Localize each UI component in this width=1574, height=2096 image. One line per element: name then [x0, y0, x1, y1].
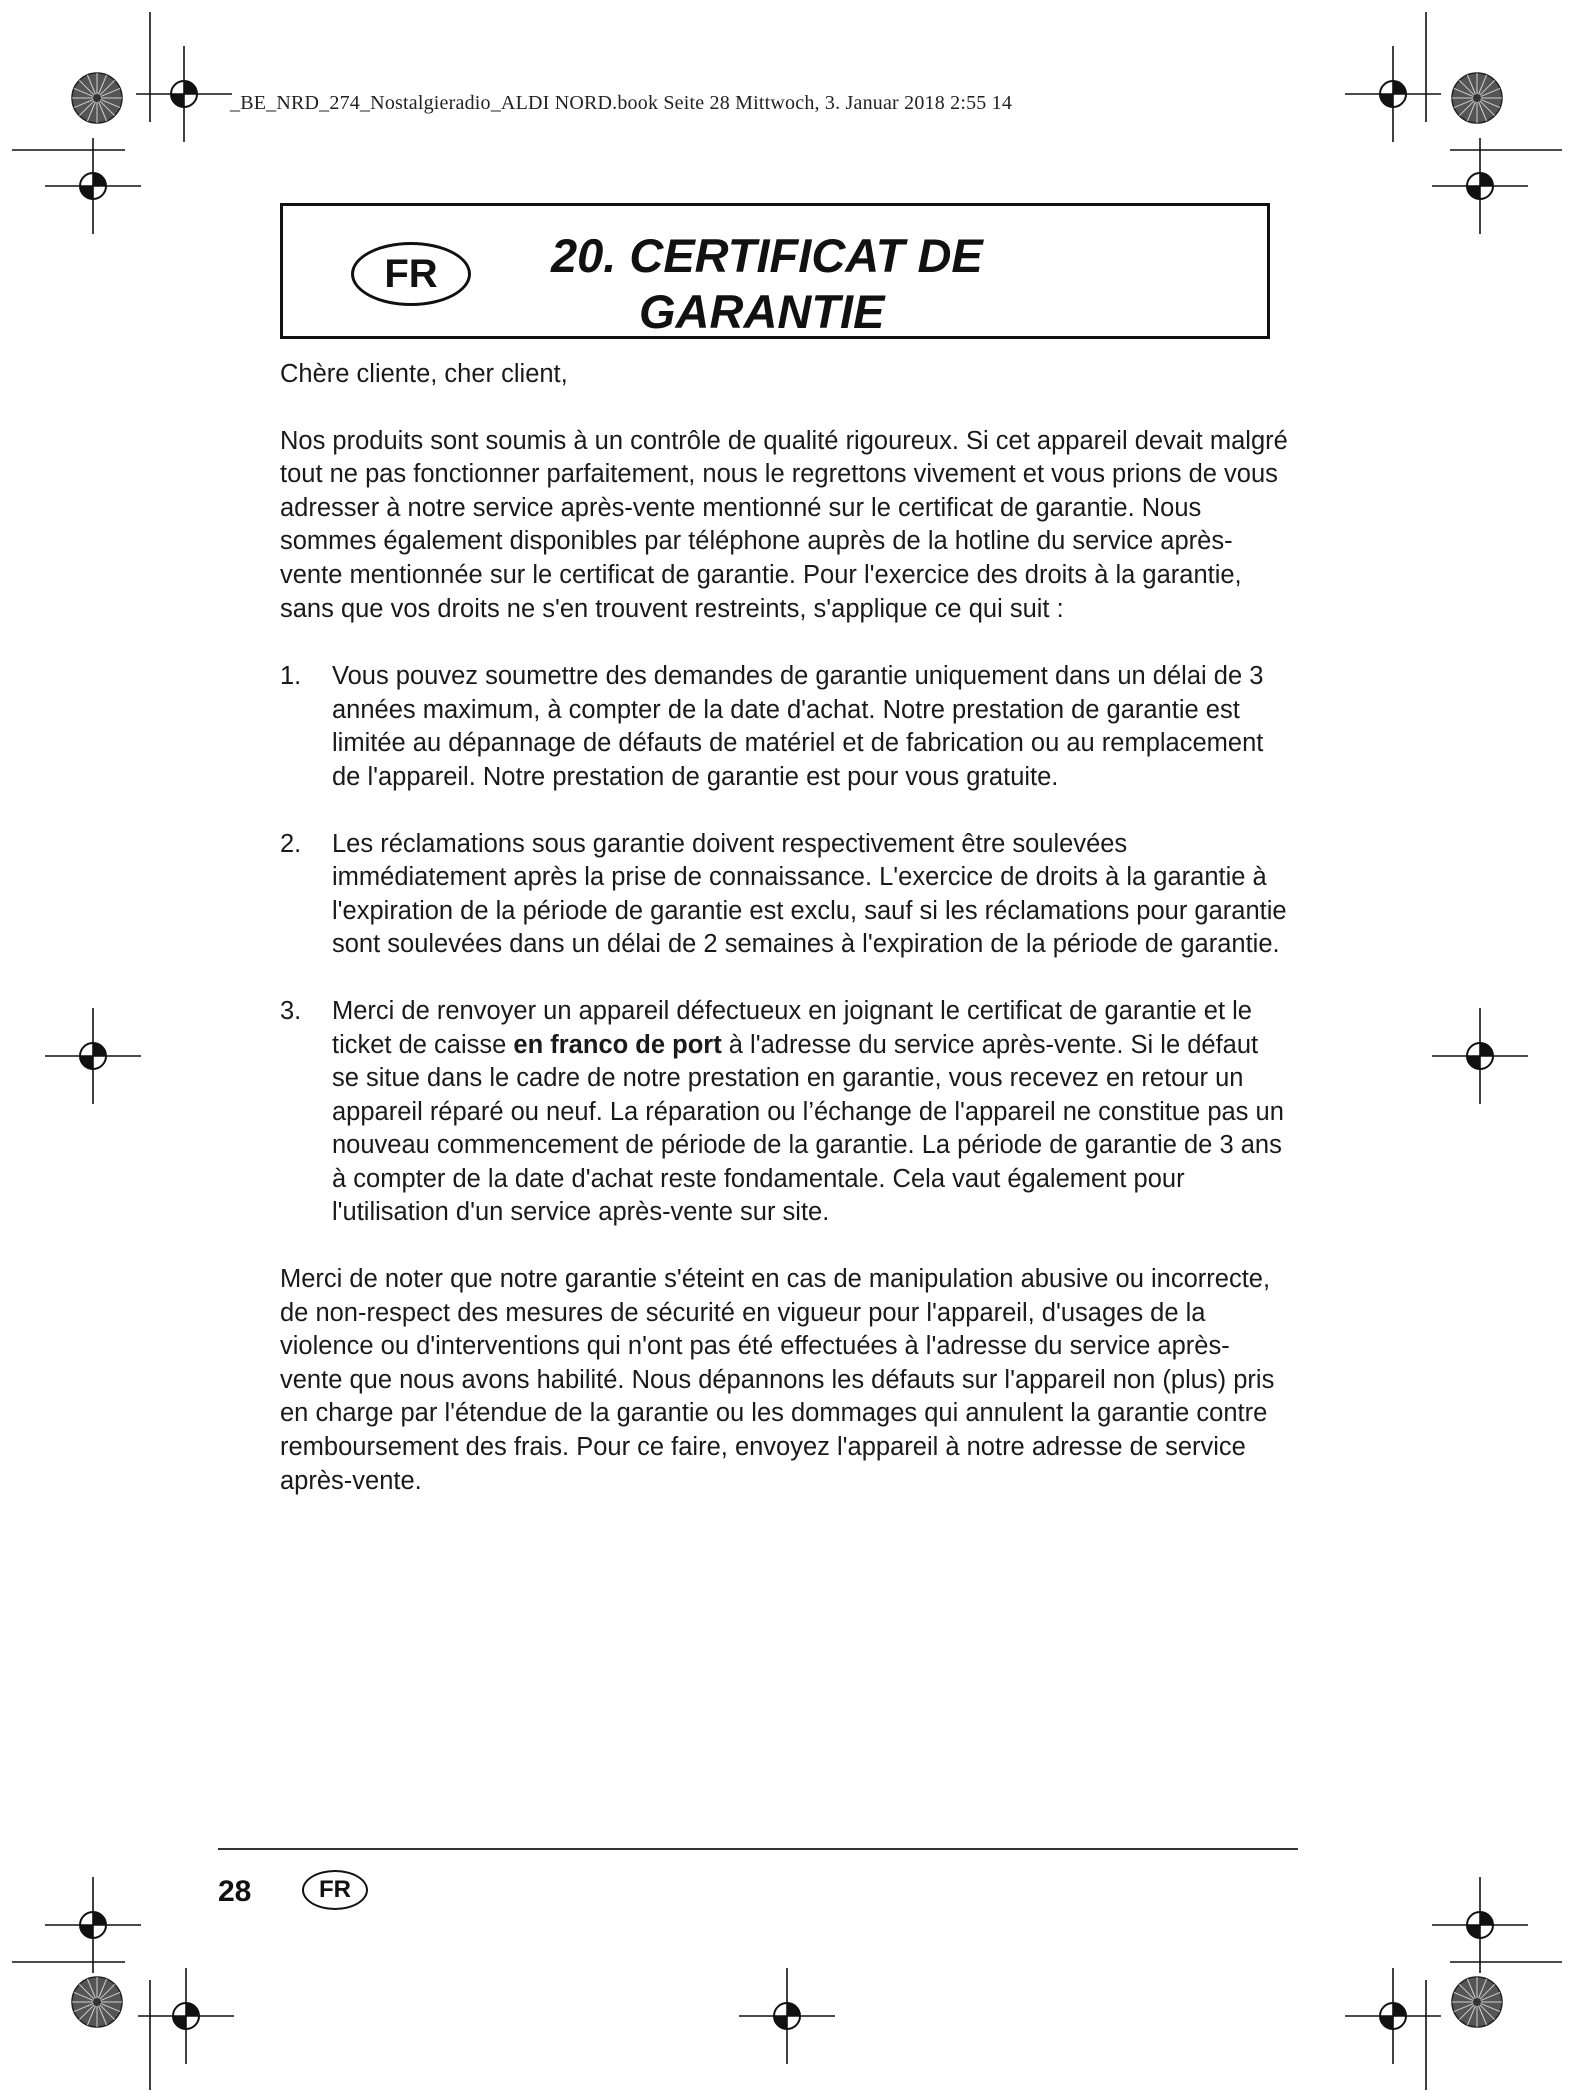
- registration-mark: [1432, 138, 1528, 234]
- registration-mark: [45, 1877, 141, 1973]
- warranty-conditions-list: [280, 660, 1290, 1230]
- page-number: 28: [218, 1875, 252, 1908]
- emphasis-text: en franco de port: [513, 1030, 722, 1059]
- greeting: Chère cliente, cher client,: [280, 360, 568, 388]
- registration-mark: [45, 1008, 141, 1104]
- star-target-top-right: [1452, 73, 1502, 123]
- list-item-text-part: Merci de renvoyer un appareil défectueux en joignant le certificat de garantie et le ticket de caisse: [332, 996, 1252, 1059]
- list-item: [280, 660, 1290, 794]
- title-line-1: 20. CERTIFICAT DE: [551, 229, 983, 282]
- registration-mark: [739, 1968, 835, 2064]
- list-item-text: Les réclamations sous garantie doivent respectivement être soulevées immédiatement après la prise de connaissance. L'exercice de droits à la garantie à l'expiration de la période de garantie est exclu, sauf si les réclamations pour garantie sont soulevées dans un délai de 2 semaines à l'expiration de la période de garantie.: [332, 829, 1287, 959]
- registration-mark: [1432, 1008, 1528, 1104]
- list-item-number: 1.: [280, 662, 302, 691]
- list-item-text: Vous pouvez soumettre des demandes de garantie uniquement dans un délai de 3 années maximum, à compter de la date d'achat. Notre prestation de garantie est limitée au dépannage de défauts de matériel et de fabrication ou au remplacement de l'appareil. Notre prestation de garantie est pour vous gratuite.: [332, 662, 1264, 791]
- language-badge: FR: [351, 242, 471, 306]
- star-target-bottom-left: [72, 1977, 122, 2027]
- section-title: [551, 228, 1111, 340]
- print-header: _BE_NRD_274_Nostalgieradio_ALDI NORD.book Seite 28 Mittwoch, 3. Januar 2018 2:55 14: [230, 92, 1013, 114]
- registration-mark: [138, 1968, 234, 2064]
- footer-divider: [218, 1848, 1298, 1850]
- list-item-number: 2.: [280, 829, 302, 858]
- title-line-2: GARANTIE: [639, 285, 885, 338]
- list-item-text: [332, 997, 1284, 1227]
- closing-paragraph: Merci de noter que notre garantie s'éteint en cas de manipulation abusive ou incorrecte, de non-respect des mesures de sécurité en vigueur pour l'appareil, d'usages de la violence ou d'interventions qui n'ont pas été effectuées à l'adresse du service après-vente que nous avons habilité. Nous dépannons les défauts sur l'appareil non (plus) pris en charge par l'étendue de la garantie ou les dommages qui annulent la garantie contre remboursement des frais. Pour ce faire, envoyez l'appareil à notre adresse de service après-vente.: [280, 1265, 1275, 1495]
- list-item-text-part: à l'adresse du service après-vente. Si le défaut se situe dans le cadre de notre prestation en garantie, vous recevez en retour un appareil réparé ou neuf. La réparation ou l’échange de l'appareil ne constitue pas un nouveau commencement de période de la garantie. La période de garantie de 3 ans à compter de la date d'achat reste fondamentale. Cela vaut également pour l'utilisation d'un service après-vente sur site.: [332, 1030, 1284, 1227]
- footer-language-badge: FR: [302, 1870, 368, 1910]
- registration-mark: [45, 138, 141, 234]
- list-item: [280, 995, 1290, 1230]
- star-target-top-left: [72, 73, 122, 123]
- list-item: [280, 828, 1290, 962]
- body-content: [280, 358, 1290, 1498]
- section-title-box: [280, 203, 1270, 339]
- intro-paragraph: Nos produits sont soumis à un contrôle de qualité rigoureux. Si cet appareil devait malgré tout ne pas fonctionner parfaitement, nous le regrettons vivement et vous prions de vous adresser à notre service après-vente mentionné sur le certificat de garantie. Nous sommes également disponibles par téléphone auprès de la hotline du service après-vente mentionnée sur le certificat de garantie. Pour l'exercice des droits à la garantie, sans que vos droits ne s'en trouvent restreints, s'applique ce qui suit :: [280, 426, 1288, 623]
- list-item-number: 3.: [280, 996, 302, 1025]
- registration-mark: [1432, 1877, 1528, 1973]
- star-target-bottom-right: [1452, 1977, 1502, 2027]
